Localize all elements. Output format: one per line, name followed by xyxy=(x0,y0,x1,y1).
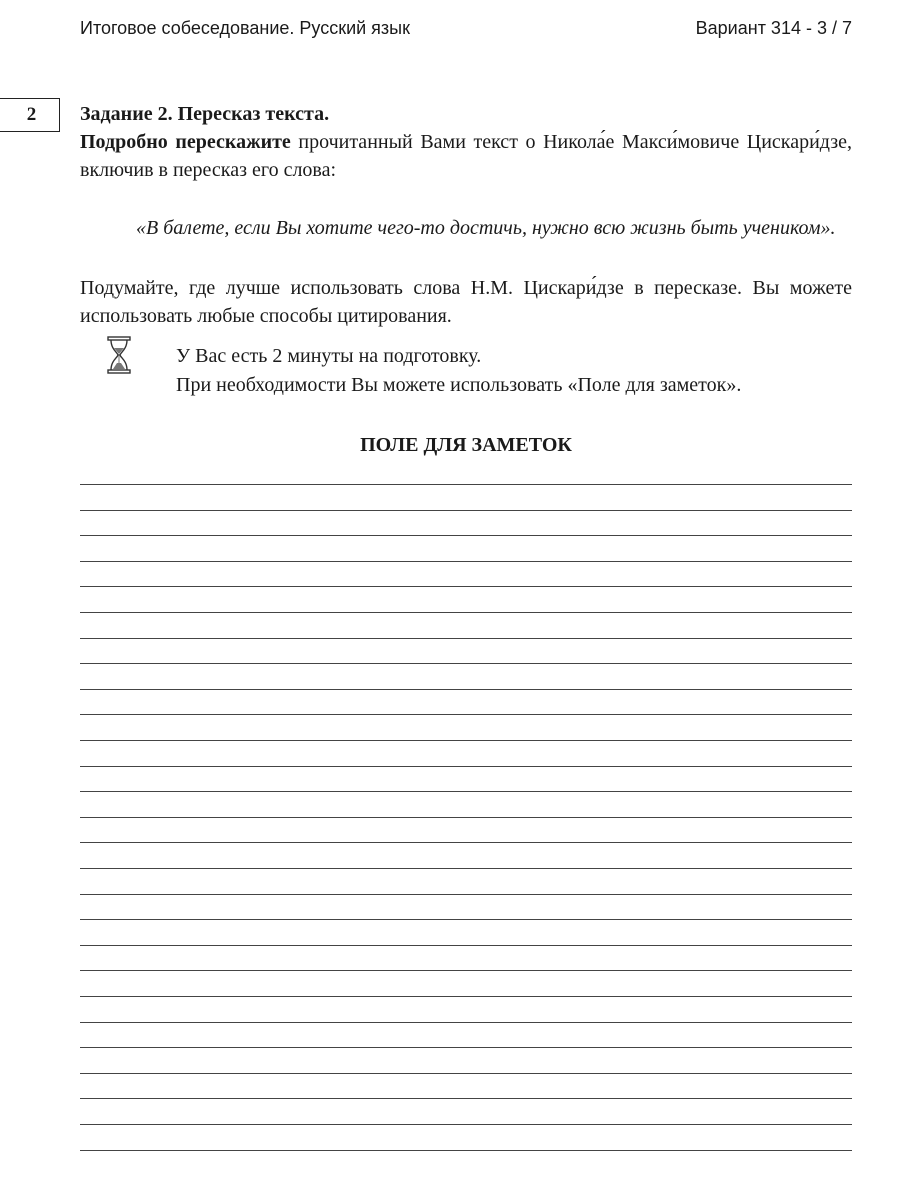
notes-line xyxy=(80,638,852,639)
notes-line xyxy=(80,791,852,792)
variant-page-number: Вариант 314 - 3 / 7 xyxy=(695,18,852,38)
notes-line xyxy=(80,1098,852,1099)
preparation-line-2: При необходимости Вы можете использовать «Поле для заметок». xyxy=(176,374,742,396)
notes-line xyxy=(80,945,852,946)
notes-line xyxy=(80,689,852,690)
notes-line xyxy=(80,612,852,613)
exam-title: Итоговое собеседование. Русский язык xyxy=(80,18,410,38)
notes-line xyxy=(80,970,852,971)
notes-line xyxy=(80,766,852,767)
preparation-note xyxy=(80,332,880,402)
notes-line xyxy=(80,1022,852,1023)
notes-line xyxy=(80,561,852,562)
notes-line xyxy=(80,868,852,869)
notes-line xyxy=(80,1073,852,1074)
task-hint: Подумайте, где лучше использовать слова Н.М. Цискари́дзе в пересказе. Вы можете использовать любые способы цитирования. xyxy=(80,277,852,327)
notes-line xyxy=(80,1150,852,1151)
notes-line xyxy=(80,817,852,818)
instruction-rest: прочитанный Вами текст о Никола́е Макси́мовиче Цискари́дзе, включив в пересказ его слова: xyxy=(80,131,852,181)
notes-line xyxy=(80,535,852,536)
notes-title: ПОЛЕ ДЛЯ ЗАМЕТОК xyxy=(360,434,572,456)
notes-line xyxy=(80,919,852,920)
preparation-text xyxy=(176,342,741,400)
hourglass-icon xyxy=(106,336,132,374)
notes-line xyxy=(80,484,852,485)
notes-line xyxy=(80,586,852,587)
page-header xyxy=(80,18,852,46)
notes-line xyxy=(80,894,852,895)
notes-line xyxy=(80,842,852,843)
notes-line xyxy=(80,714,852,715)
instruction-bold: Подробно перескажите xyxy=(80,131,291,153)
notes-line xyxy=(80,996,852,997)
notes-line xyxy=(80,510,852,511)
preparation-line-1: У Вас есть 2 минуты на подготовку. xyxy=(176,345,482,367)
task-quote: «В балете, если Вы хотите чего-то достичь, нужно всю жизнь быть учеником». xyxy=(136,217,836,239)
notes-line xyxy=(80,1047,852,1048)
notes-line xyxy=(80,663,852,664)
task-title: Задание 2. Пересказ текста. xyxy=(80,103,330,125)
notes-line xyxy=(80,740,852,741)
task-instruction xyxy=(80,128,852,184)
task-number-box: 2 xyxy=(0,98,60,132)
task-content xyxy=(80,100,852,330)
notes-line xyxy=(80,1124,852,1125)
